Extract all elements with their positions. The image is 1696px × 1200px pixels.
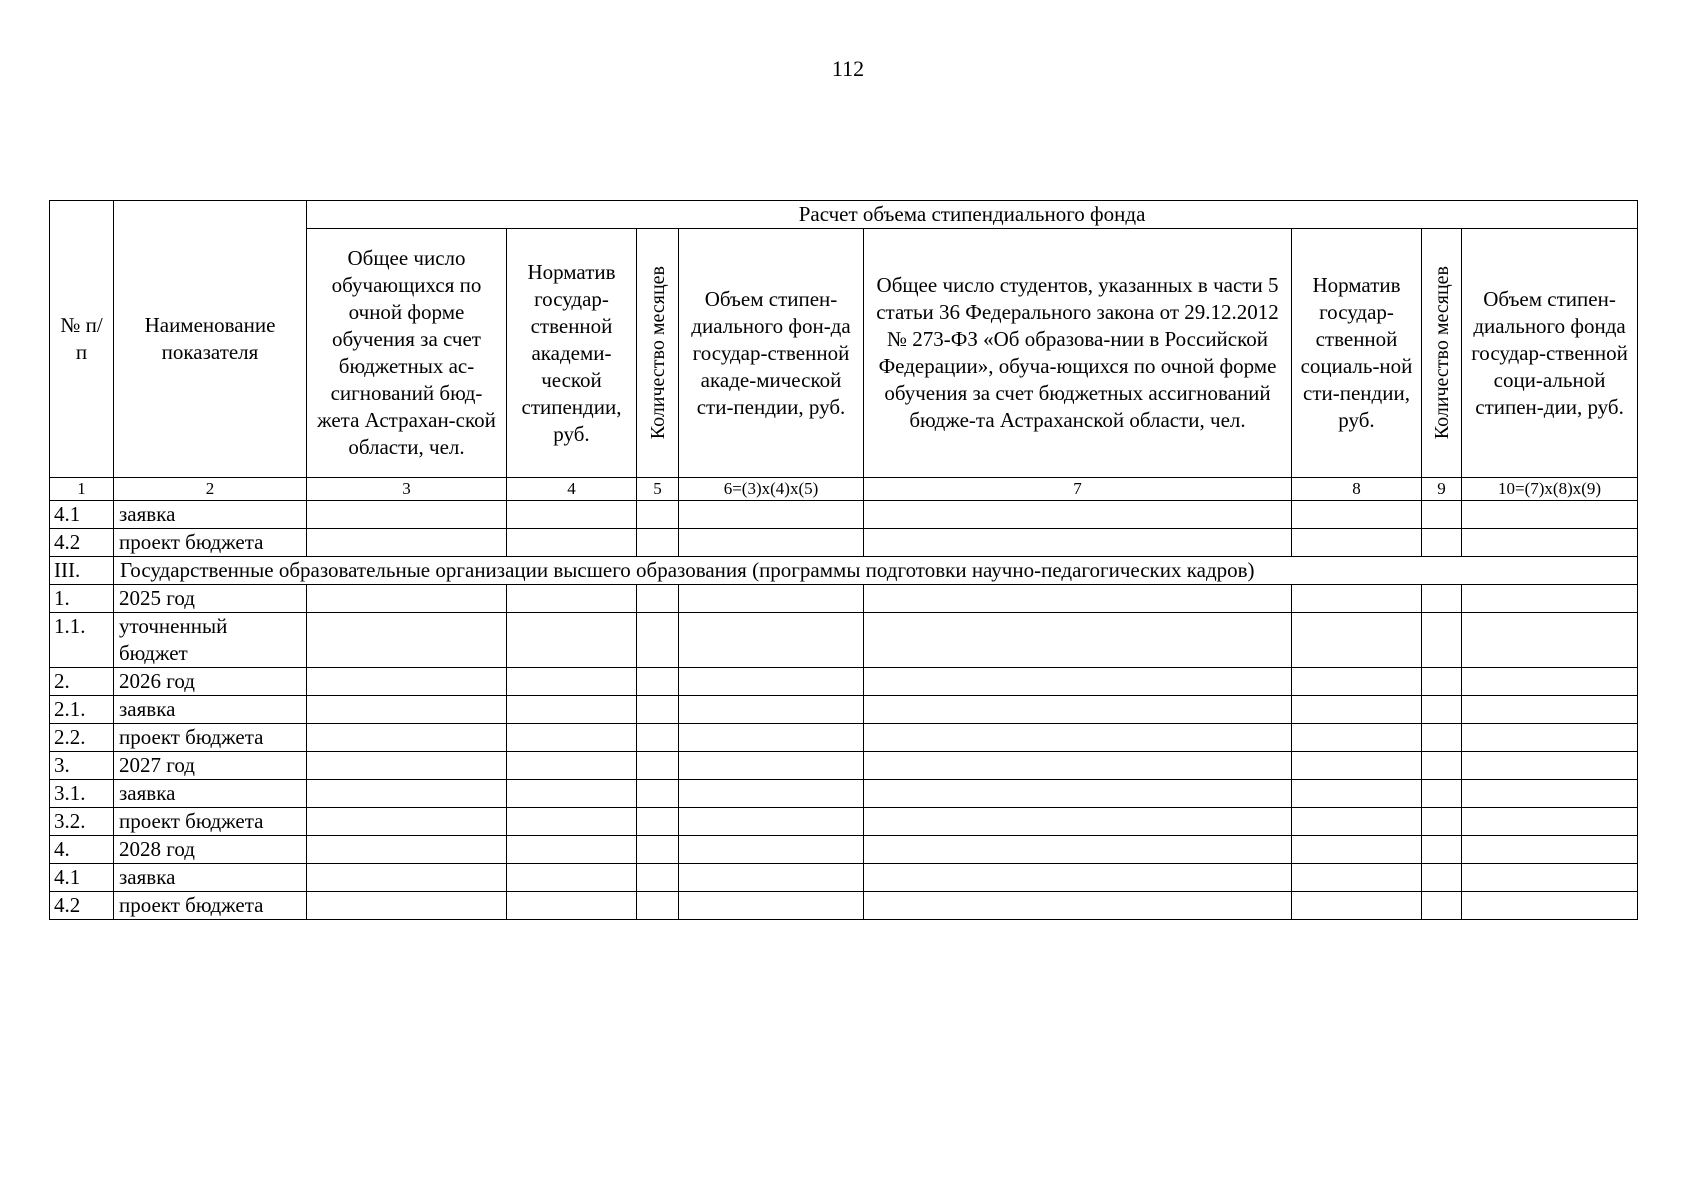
row-name: проект бюджета	[114, 892, 307, 920]
col-header-social-fund: Объем стипен-диального фонда государ-ственной соци-альной стипен-дии, руб.	[1462, 229, 1638, 478]
col-header-social-norm: Норматив государ-ственной социаль-ной сти-пендии, руб.	[1292, 229, 1422, 478]
row-name: проект бюджета	[114, 808, 307, 836]
section-title: Государственные образовательные организации высшего образования (программы подготовки научно-педагогических кадров)	[114, 557, 1638, 585]
row-number: 4.1	[50, 501, 114, 529]
column-number: 8	[1292, 478, 1422, 501]
col-header-academic-norm: Норматив государ-ственной академи-ческой стипендии, руб.	[507, 229, 637, 478]
row-name: 2026 год	[114, 668, 307, 696]
row-number: 2.2.	[50, 724, 114, 752]
row-number: 1.	[50, 585, 114, 613]
scholarship-fund-table	[49, 200, 1638, 920]
row-number: 3.1.	[50, 780, 114, 808]
row-number: 3.	[50, 752, 114, 780]
months-label: Количество месяцев	[646, 266, 669, 440]
row-number: 4.2	[50, 892, 114, 920]
column-number: 9	[1422, 478, 1462, 501]
column-number: 2	[114, 478, 307, 501]
table-row	[50, 613, 1638, 668]
table-row	[50, 585, 1638, 613]
row-number: 2.	[50, 668, 114, 696]
row-name: заявка	[114, 696, 307, 724]
row-number: 4.	[50, 836, 114, 864]
column-number: 7	[864, 478, 1292, 501]
table-row	[50, 529, 1638, 557]
table-row	[50, 836, 1638, 864]
table-row	[50, 752, 1638, 780]
column-number: 10=(7)х(8)х(9)	[1462, 478, 1638, 501]
col-header-months-social	[1422, 229, 1462, 478]
row-number: 1.1.	[50, 613, 114, 668]
row-name: 2025 год	[114, 585, 307, 613]
row-name: заявка	[114, 864, 307, 892]
column-number: 4	[507, 478, 637, 501]
table-row	[50, 501, 1638, 529]
table-row	[50, 892, 1638, 920]
row-number: 4.1	[50, 864, 114, 892]
col-header-academic-fund: Объем стипен-диального фон-да государ-ственной акаде-мической сти-пендии, руб.	[679, 229, 864, 478]
col-header-students-total: Общее число обучающихся по очной форме обучения за счет бюджетных ас-сигнований бюд-жета Астрахан-ской области, чел.	[307, 229, 507, 478]
section-number: III.	[50, 557, 114, 585]
column-number-row	[50, 478, 1638, 501]
row-name: 2028 год	[114, 836, 307, 864]
row-name: заявка	[114, 501, 307, 529]
column-number: 6=(3)х(4)х(5)	[679, 478, 864, 501]
table-row	[50, 668, 1638, 696]
row-number: 3.2.	[50, 808, 114, 836]
row-name: 2027 год	[114, 752, 307, 780]
row-name: заявка	[114, 780, 307, 808]
row-name: проект бюджета	[114, 529, 307, 557]
col-header-months-academic	[637, 229, 679, 478]
page-number: 112	[831, 56, 865, 81]
fund-calc-header: Расчет объема стипендиального фонда	[307, 201, 1638, 229]
table-row	[50, 696, 1638, 724]
row-name: проект бюджета	[114, 724, 307, 752]
table-row	[50, 864, 1638, 892]
table-row	[50, 780, 1638, 808]
row-number: 4.2	[50, 529, 114, 557]
table-row	[50, 724, 1638, 752]
col-header-name: Наименование показателя	[114, 201, 307, 478]
col-header-number: № п/п	[50, 201, 114, 478]
column-number: 1	[50, 478, 114, 501]
table-row	[50, 808, 1638, 836]
row-name: уточненный бюджет	[114, 613, 307, 668]
row-number: 2.1.	[50, 696, 114, 724]
col-header-social-students: Общее число студентов, указанных в части 5 статьи 36 Федерального закона от 29.12.2012 № 273-ФЗ «Об образова-нии в Российской Федерации», обуча-ющихся по очной форме обучения за счет бюджетных ассигнований бюдже-та Астраханской области, чел.	[864, 229, 1292, 478]
section-row	[50, 557, 1638, 585]
months-label: Количество месяцев	[1430, 266, 1453, 440]
column-number: 5	[637, 478, 679, 501]
column-number: 3	[307, 478, 507, 501]
